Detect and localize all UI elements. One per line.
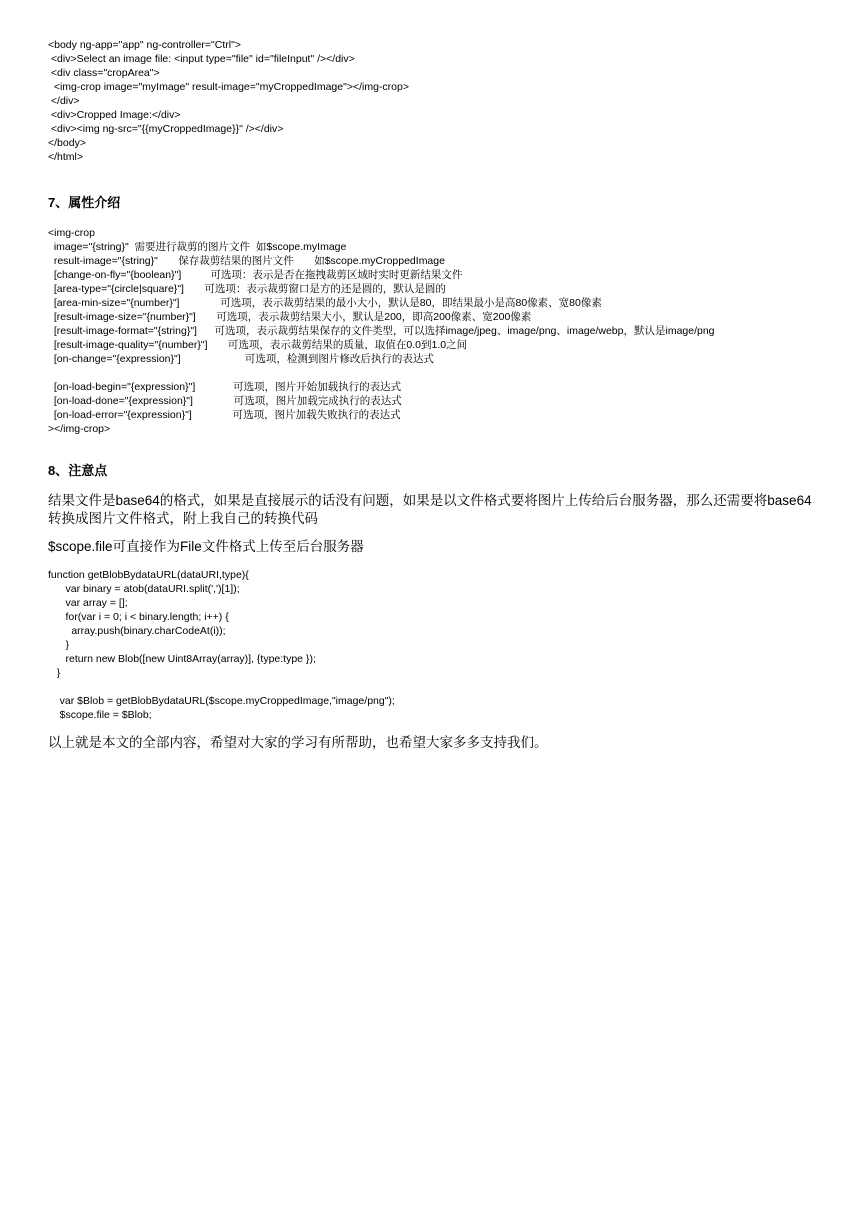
code-line: <div>Select an image file: <input type="file" id="fileInput" /></div> [48,53,355,65]
code-line: var $Blob = getBlobBydataURL($scope.myCroppedImage,"image/png"); [48,695,395,707]
document-page [48,38,818,752]
attribute-line: [on-load-error="{expression}"] 可选项，图片加载失败执行的表达式 [48,409,401,421]
code-line: <body ng-app="app" ng-controller="Ctrl"> [48,39,241,51]
code-line: var binary = atob(dataURI.split(',')[1]); [48,583,240,595]
code-line: <img-crop image="myImage" result-image="myCroppedImage"></img-crop> [48,81,409,93]
attribute-line: [area-min-size="{number}"] 可选项，表示裁剪结果的最小大小，默认是80，即结果最小是高80像素、宽80像素 [48,297,602,309]
html-code-block [48,38,818,164]
code-line: function getBlobBydataURL(dataURI,type){ [48,569,249,581]
code-line: </body> [48,137,86,149]
code-line: <div class="cropArea"> [48,67,160,79]
code-line: <div><img ng-src="{{myCroppedImage}}" /></div> [48,123,284,135]
attribute-line: [on-load-done="{expression}"] 可选项，图片加载完成执行的表达式 [48,395,402,407]
attribute-line: [on-load-begin="{expression}"] 可选项，图片开始加载执行的表达式 [48,381,402,393]
code-line: var array = []; [48,597,128,609]
img-crop-attributes-block [48,226,818,436]
section-8-heading: 8、注意点 [48,463,108,478]
attribute-line: ></img-crop> [48,423,111,435]
code-line: $scope.file = $Blob; [48,709,152,721]
attribute-line: image="{string}" 需要进行裁剪的图片文件 如$scope.myImage [48,241,347,253]
section-7-heading: 7、属性介绍 [48,195,121,210]
code-line: array.push(binary.charCodeAt(i)); [48,625,226,637]
code-line: return new Blob([new Uint8Array(array)], {type:type }); [48,653,316,665]
attribute-line: [area-type="{circle|square}"] 可选项：表示裁剪窗口是方的还是圆的，默认是圆的 [48,283,446,295]
attribute-line: result-image="{string}" 保存裁剪结果的图片文件 如$scope.myCroppedImage [48,255,445,267]
code-line: } [48,667,61,679]
closing-paragraph: 以上就是本文的全部内容，希望对大家的学习有所帮助，也希望大家多多支持我们。 [48,735,548,750]
note-paragraph-2: $scope.file可直接作为File文件格式上传至后台服务器 [48,539,364,554]
attribute-line: [on-change="{expression}"] 可选项，检测到图片修改后执行的表达式 [48,353,434,365]
attribute-line: [result-image-format="{string}"] 可选项，表示裁剪结果保存的文件类型，可以选择image/jpeg、image/png、image/webp，默认是image/png [48,325,715,337]
blank-line [48,366,818,380]
code-line: <div>Cropped Image:</div> [48,109,181,121]
blank-line [48,680,818,694]
note-paragraph-1: 结果文件是base64的格式，如果是直接展示的话没有问题，如果是以文件格式要将图片上传给后台服务器，那么还需要将base64转换成图片文件格式，附上我自己的转换代码 [48,493,812,526]
attribute-line: [change-on-fly="{boolean}"] 可选项：表示是否在拖拽裁剪区域时实时更新结果文件 [48,269,463,281]
attribute-line: <img-crop [48,227,95,239]
code-line: </div> [48,95,80,107]
attribute-line: [result-image-quality="{number}"] 可选项，表示裁剪结果的质量，取值在0.0到1.0之间 [48,339,468,351]
attribute-line: [result-image-size="{number}"] 可选项，表示裁剪结果大小，默认是200，即高200像素、宽200像素 [48,311,532,323]
js-code-block [48,568,818,722]
code-line: for(var i = 0; i < binary.length; i++) { [48,611,229,623]
code-line: </html> [48,151,84,163]
code-line: } [48,639,70,651]
